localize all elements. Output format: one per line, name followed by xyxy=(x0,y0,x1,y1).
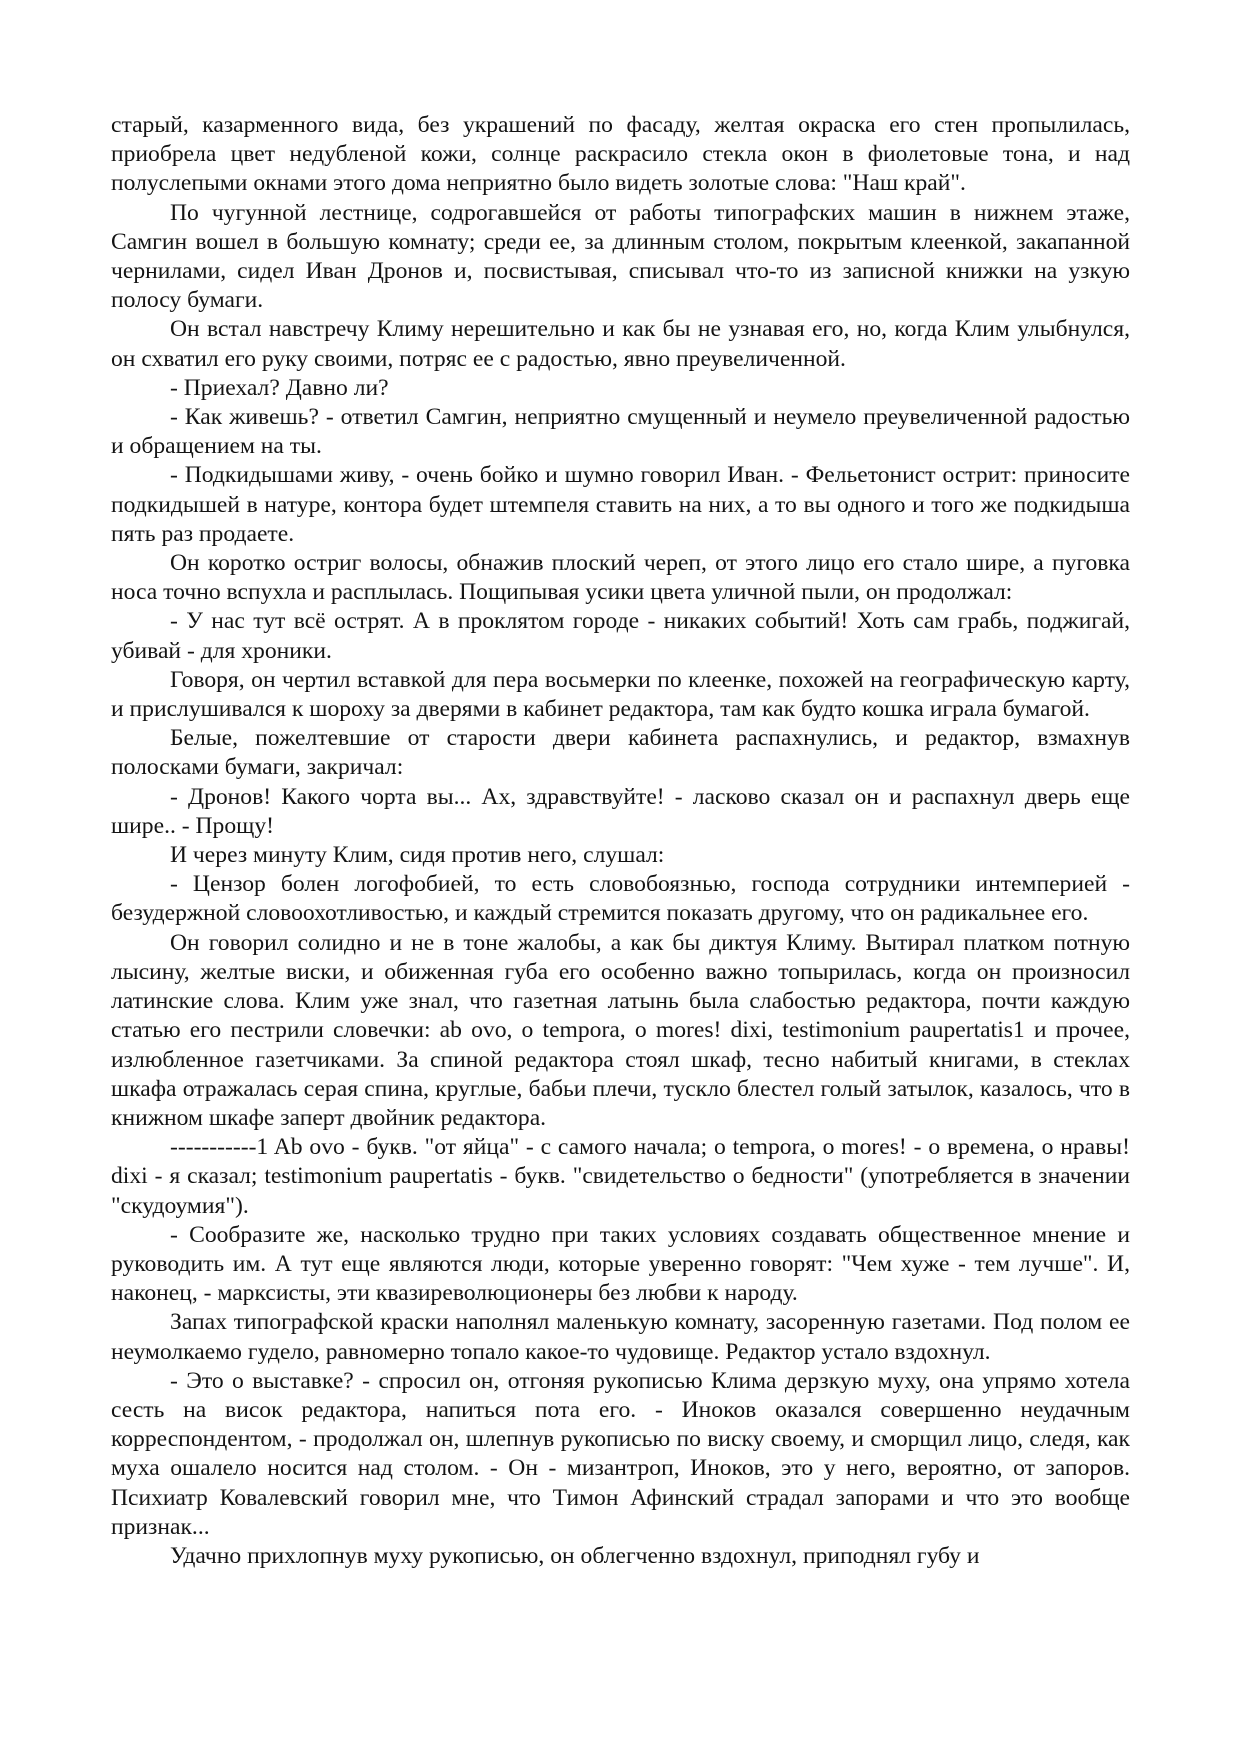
paragraph-3: Он встал навстречу Климу нерешительно и как бы не узнавая его, но, когда Клим улыбнулся, он схватил его руку своими, потряс ее с радостью, явно преувеличенной. xyxy=(111,316,1130,372)
footnote: -----------1 Ab ovo - букв. "от яйца" - с самого начала; о tempora, о mores! - о времена, о нравы! dixi - я сказал; testimonium paupertatis - букв. "свидетельство о бедности" (употребляется в значении "скудоумия"). xyxy=(111,1134,1130,1219)
paragraph-1: старый, казарменного вида, без украшений по фасаду, желтая окраска его стен пропылилась, приобрела цвет недубленой кожи, солнце раскрасило стекла окон в фиолетовые тона, и над полуслепыми окнами этого дома неприятно было видеть золотые слова: "Наш край". xyxy=(111,112,1130,197)
paragraph-7: Он коротко остриг волосы, обнажив плоский череп, от этого лицо его стало шире, а пуговка носа точно вспухла и расплылась. Пощипывая усики цвета уличной пыли, он продолжал: xyxy=(111,550,1130,606)
paragraph-11: - Дронов! Какого чорта вы... Ах, здравствуйте! - ласково сказал он и распахнул дверь еще шире.. - Прощу! xyxy=(111,783,1130,839)
text-body xyxy=(111,111,1130,1571)
paragraph-17: - Это о выставке? - спросил он, отгоняя рукописью Клима дерзкую муху, она упрямо хотела сесть на висок редактора, напиться пота его. - Иноков оказался совершенно неудачным корреспондентом, - продолжал он, шлепнув рукописью по виску своему, и сморщил лицо, следя, как муха ошалело носится над столом. - Он - мизантроп, Иноков, это у него, вероятно, от запоров. Психиатр Ковалевский говорил мне, что Тимон Афинский страдал запорами и что это вообще признак... xyxy=(111,1367,1130,1540)
paragraph-9: Говоря, он чертил вставкой для пера восьмерки по клеенке, похожей на географическую карту, и прислушивался к шороху за дверями в кабинет редактора, там как будто кошка играла бумагой. xyxy=(111,666,1130,723)
paragraph-4: - Приехал? Давно ли? xyxy=(170,374,389,401)
paragraph-12: И через минуту Клим, сидя против него, слушал: xyxy=(170,842,665,869)
paragraph-13: - Цензор болен логофобией, то есть словобоязнью, господа сотрудники интемперией - безудержной словоохотливостью, и каждый стремится показать другому, что он радикальнее его. xyxy=(111,871,1130,927)
paragraph-10: Белые, пожелтевшие от старости двери кабинета распахнулись, и редактор, взмахнув полосками бумаги, закричал: xyxy=(111,725,1130,781)
paragraph-2: По чугунной лестнице, содрогавшейся от работы типографских машин в нижнем этаже, Самгин вошел в большую комнату; среди ее, за длинным столом, покрытым клеенкой, закапанной чернилами, сидел Иван Дронов и, посвистывая, списывал что-то из записной книжки на узкую полосу бумаги. xyxy=(111,199,1130,314)
paragraph-5: - Как живешь? - ответил Самгин, неприятно смущенный и неумело преувеличенной радостью и обращением на ты. xyxy=(111,404,1130,460)
paragraph-6: - Подкидышами живу, - очень бойко и шумно говорил Иван. - Фельетонист острит: приносите подкидышей в натуре, контора будет штемпеля ставить на них, а то вы одного и того же подкидыша пять раз продаете. xyxy=(111,462,1130,547)
paragraph-15: - Сообразите же, насколько трудно при таких условиях создавать общественное мнение и руководить им. А тут еще являются люди, которые уверенно говорят: "Чем хуже - тем лучше". И, наконец, - марксисты, эти квазиреволюционеры без любви к народу. xyxy=(111,1221,1130,1307)
paragraph-8: - У нас тут всё острят. А в проклятом городе - никаких событий! Хоть сам грабь, поджигай, убивай - для хроники. xyxy=(111,608,1130,664)
paragraph-16: Запах типографской краски наполнял маленькую комнату, засоренную газетами. Под полом ее неумолкаемо гудело, равномерно топало какое-то чудовище. Редактор устало вздохнул. xyxy=(111,1309,1130,1365)
paragraph-18: Удачно прихлопнув муху рукописью, он облегченно вздохнул, приподнял губу и xyxy=(170,1542,980,1569)
paragraph-14: Он говорил солидно и не в тоне жалобы, а как бы диктуя Климу. Вытирал платком потную лысину, желтые виски, и обиженная губа его особенно важно топырилась, когда он произносил латинские слова. Клим уже знал, что газетная латынь была слабостью редактора, почти каждую статью его пестрили словечки: ab ovo, о tempora, о mores! dixi, testimonium paupertatis1 и прочее, излюбленное газетчиками. За спиной редактора стоял шкаф, тесно набитый книгами, в стеклах шкафа отражалась серая спина, круглые, бабьи плечи, тускло блестел голый затылок, казалось, что в книжном шкафе заперт двойник редактора. xyxy=(111,929,1130,1131)
